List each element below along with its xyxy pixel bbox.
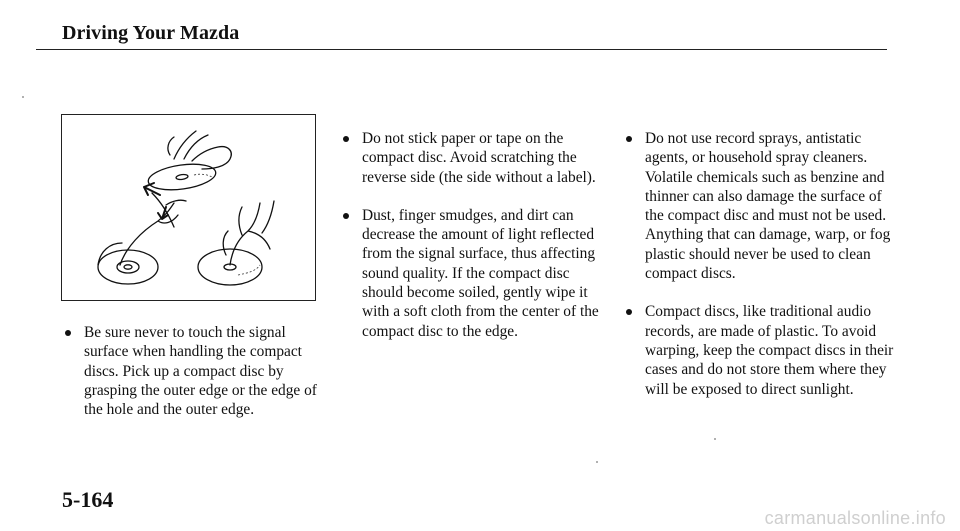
bullet-item xyxy=(623,302,898,398)
bullet-dot xyxy=(343,136,349,142)
site-watermark: carmanualsonline.info xyxy=(764,508,946,528)
bullet-dot xyxy=(343,213,349,219)
bullet-item xyxy=(340,206,610,341)
bullet-text: Compact discs, like traditional audio records, are made of plastic. To avoid warping, keep the compact discs in their cases and do not store them where they will be exposed to direct sunlight. xyxy=(645,303,894,398)
right-disc xyxy=(198,249,262,285)
column-3 xyxy=(623,129,898,418)
bullet-item xyxy=(340,129,610,187)
left-disc xyxy=(98,250,158,284)
bullet-item xyxy=(623,129,898,283)
right-hand xyxy=(223,203,270,265)
cd-handling-illustration xyxy=(61,114,316,301)
bullet-dot xyxy=(65,330,71,336)
bullet-text: Do not use record sprays, antistatic agents, or household spray cleaners. Volatile chemicals such as benzine and thinner can also damage the surface of the compact disc and must not be used. Anything that can damage, warp, or fog plastic should never be used to clean compact discs. xyxy=(645,130,891,283)
top-disc xyxy=(147,160,218,193)
left-disc-hub xyxy=(117,261,139,273)
header-rule xyxy=(36,49,887,50)
column-1 xyxy=(62,323,332,438)
bullet-dot xyxy=(626,136,632,142)
column-2 xyxy=(340,129,610,360)
page-number: 5-164 xyxy=(62,487,114,512)
bullet-item xyxy=(62,323,332,419)
bullet-text: Be sure never to touch the signal surface when handling the compact discs. Pick up a compact disc by grasping the outer edge or the edge of the hole and the outer edge. xyxy=(84,324,317,419)
page-header-title: Driving Your Mazda xyxy=(62,22,240,44)
cd-handling-drawing xyxy=(62,115,317,302)
upper-hand xyxy=(174,131,231,169)
top-disc-hole xyxy=(176,174,189,180)
bullet-text: Do not stick paper or tape on the compact disc. Avoid scratching the reverse side (the side without a label). xyxy=(362,130,596,186)
bullet-text: Dust, finger smudges, and dirt can decrease the amount of light reflected from the signal surface, thus affecting sound quality. If the compact disc should become soiled, gently wipe it with a soft cloth from the center of the compact disc to the edge. xyxy=(362,206,599,340)
scan-speck xyxy=(22,96,24,98)
scan-speck xyxy=(596,461,598,463)
scan-speck xyxy=(714,438,716,440)
bullet-dot xyxy=(626,309,632,315)
